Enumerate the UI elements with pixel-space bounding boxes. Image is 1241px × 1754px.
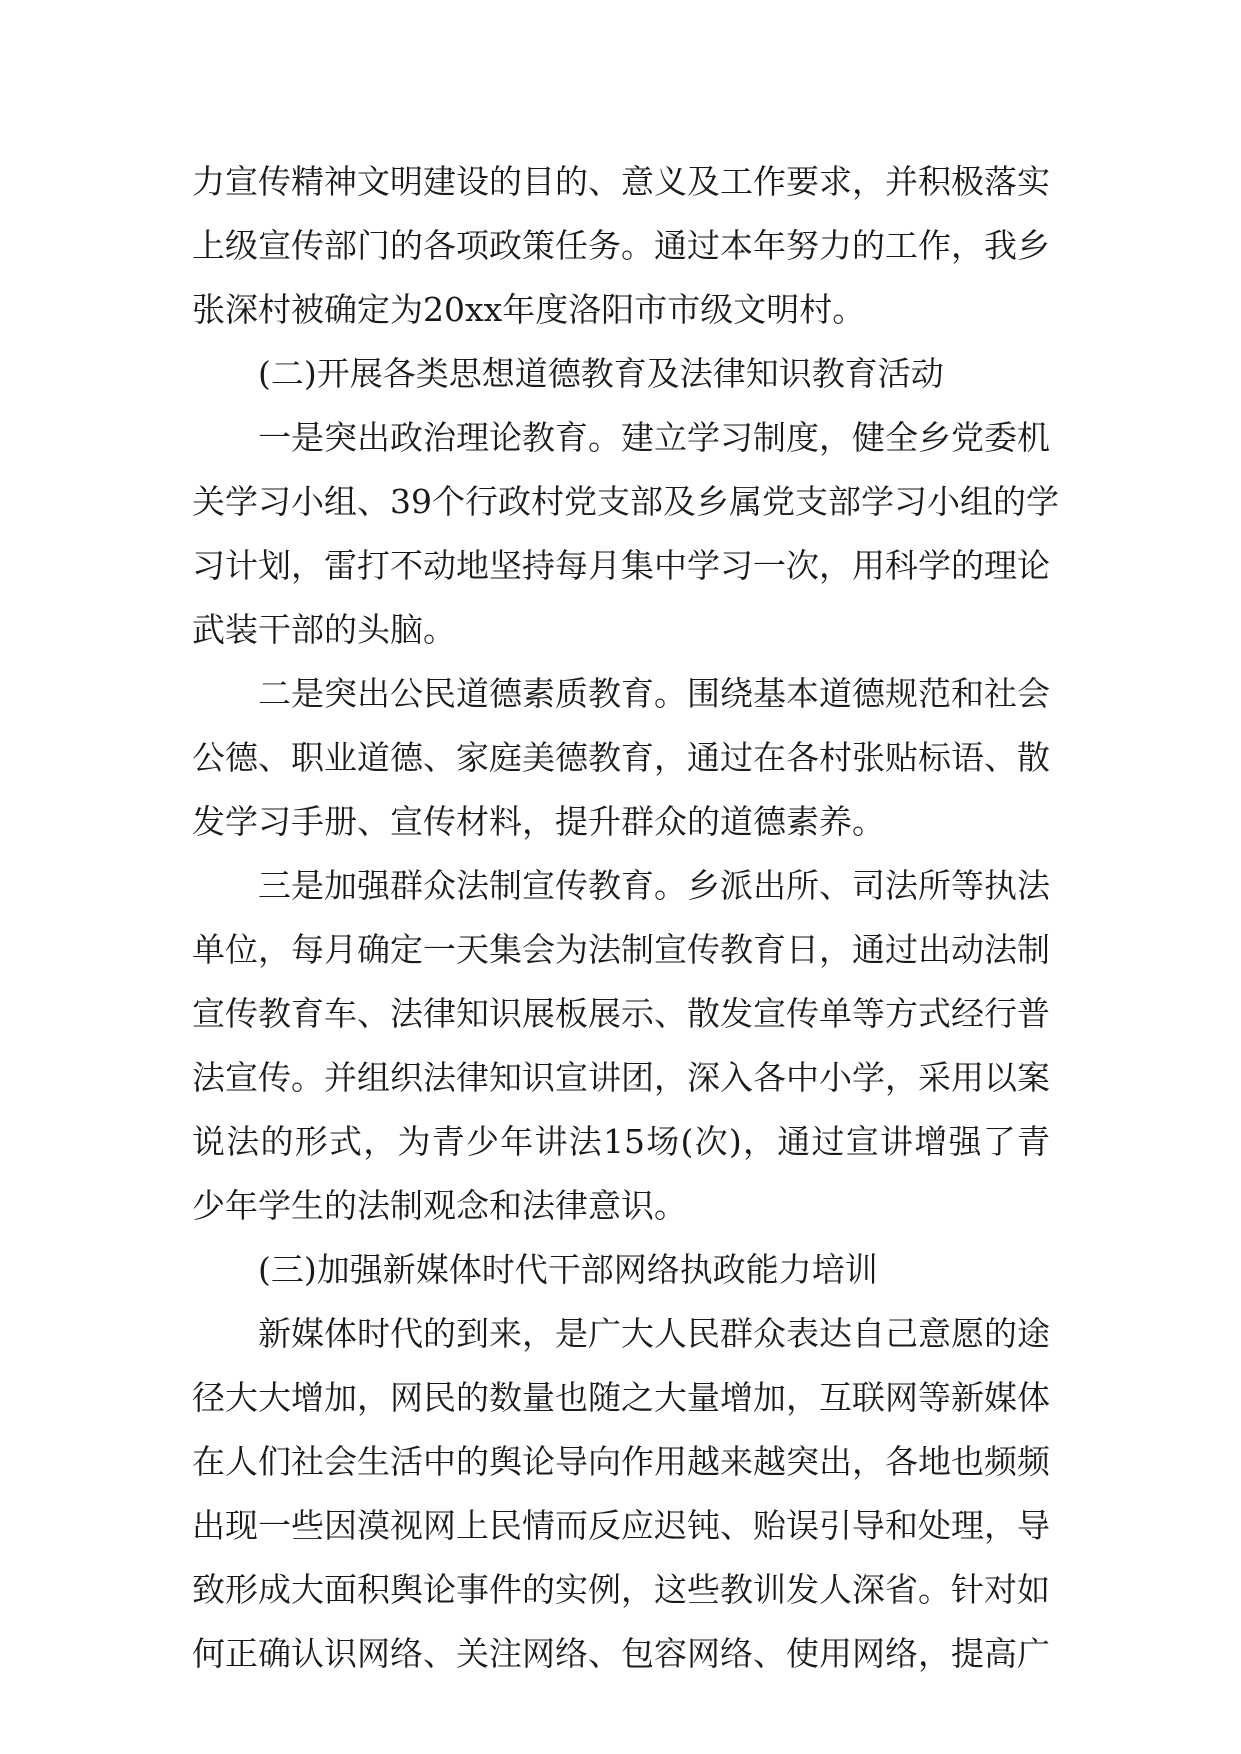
text-line: 武装干部的头脑。 [192,610,456,649]
text-line: 习计划，雷打不动地坚持每月集中学习一次，用科学的理论 [192,546,1050,585]
text-line: 一是突出政治理论教育。建立学习制度，健全乡党委机 [258,418,1050,457]
text-line: 二是突出公民道德素质教育。围绕基本道德规范和社会 [258,674,1050,713]
text-line: 在人们社会生活中的舆论导向作用越来越突出，各地也频频 [192,1442,1050,1481]
text-line: 致形成大面积舆论事件的实例，这些教训发人深省。针对如 [192,1570,1050,1609]
text-line: 发学习手册、宣传材料，提升群众的道德素养。 [192,802,885,841]
text-line: 何正确认识网络、关注网络、包容网络、使用网络，提高广 [192,1634,1050,1673]
text-line: 力宣传精神文明建设的目的、意义及工作要求，并积极落实 [192,162,1050,201]
text-line: 少年学生的法制观念和法律意识。 [192,1186,687,1225]
text-line: 三是加强群众法制宣传教育。乡派出所、司法所等执法 [258,866,1050,905]
text-line: 公德、职业道德、家庭美德教育，通过在各村张贴标语、散 [192,738,1050,777]
text-line: 出现一些因漠视网上民情而反应迟钝、贻误引导和处理，导 [192,1506,1050,1545]
text-line: 单位，每月确定一天集会为法制宣传教育日，通过出动法制 [192,930,1050,969]
text-line: 新媒体时代的到来，是广大人民群众表达自己意愿的途 [258,1314,1050,1353]
text-line: (三)加强新媒体时代干部网络执政能力培训 [258,1250,878,1289]
text-line: 说法的形式，为青少年讲法15场(次)，通过宣讲增强了青 [192,1122,1050,1161]
text-line: 张深村被确定为20xx年度洛阳市市级文明村。 [192,290,866,329]
document-body [192,150,1059,1686]
text-line: 上级宣传部门的各项政策任务。通过本年努力的工作，我乡 [192,226,1050,265]
text-line: 关学习小组、39个行政村党支部及乡属党支部学习小组的学 [192,482,1059,521]
text-line: (二)开展各类思想道德教育及法律知识教育活动 [258,354,944,393]
text-line: 径大大增加，网民的数量也随之大量增加，互联网等新媒体 [192,1378,1050,1417]
text-line: 法宣传。并组织法律知识宣讲团，深入各中小学，采用以案 [192,1058,1050,1097]
text-line: 宣传教育车、法律知识展板展示、散发宣传单等方式经行普 [192,994,1050,1033]
